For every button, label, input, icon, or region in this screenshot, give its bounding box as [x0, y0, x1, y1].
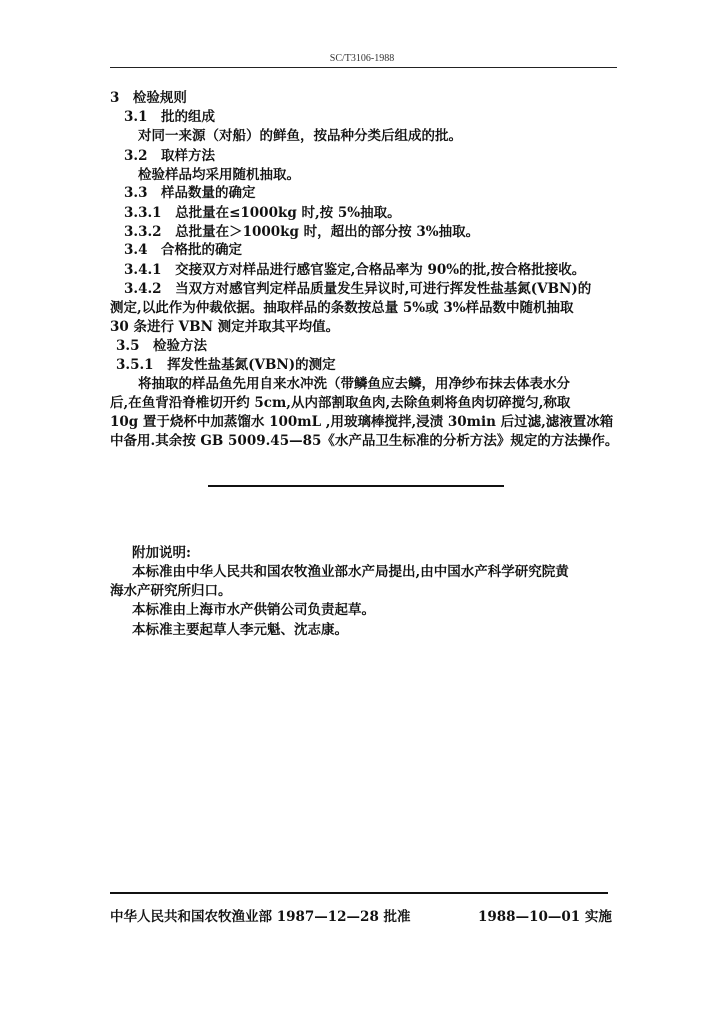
section-3-4-2-line-3: 30 条进行 VBN 测定并取其平均值。 [110, 319, 340, 335]
appendix-line-3: 本标准由上海市水产供销公司负责起草。 [132, 602, 375, 618]
appendix-title: 附加说明: [132, 545, 191, 561]
section-3-4-2-line-2: 测定,以此作为仲裁依据。抽取样品的条数按总量 5%或 3%样品数中随机抽取 [110, 300, 574, 316]
section-3-5-1-line-2: 后,在鱼背沿脊椎切开约 5cm,从内部割取鱼肉,去除鱼刺将鱼肉切碎搅匀,称取 [110, 395, 571, 411]
end-of-text-rule [208, 485, 504, 487]
section-3-1-title: 3.1 批的组成 [124, 109, 215, 125]
footer-divider [110, 892, 608, 894]
header-divider [110, 67, 617, 68]
section-3-3-title: 3.3 样品数量的确定 [124, 185, 256, 201]
section-3-3-1: 3.3.1 总批量在≤1000kg 时,按 5%抽取。 [124, 205, 401, 221]
section-3-5-title: 3.5 检验方法 [116, 338, 207, 354]
approval-statement: 中华人民共和国农牧渔业部 1987—12—28 批准 [110, 909, 411, 925]
section-3-3-2: 3.3.2 总批量在＞1000kg 时，超出的部分按 3%抽取。 [124, 224, 480, 240]
standard-code-header: SC/T3106-1988 [329, 53, 395, 64]
section-3-title: 3 检验规则 [110, 90, 187, 106]
implementation-date: 1988—10—01 实施 [478, 909, 612, 925]
section-3-4-title: 3.4 合格批的确定 [124, 242, 242, 258]
appendix-line-4: 本标准主要起草人李元魁、沈志康。 [132, 622, 348, 638]
section-3-2-title: 3.2 取样方法 [124, 148, 215, 164]
appendix-line-1: 本标准由中华人民共和国农牧渔业部水产局提出,由中国水产科学研究院黄 [132, 564, 569, 580]
appendix-line-2: 海水产研究所归口。 [110, 583, 232, 599]
section-3-4-1: 3.4.1 交接双方对样品进行感官鉴定,合格品率为 90%的批,按合格批接收。 [124, 262, 586, 278]
section-3-5-1-line-3: 10g 置于烧杯中加蒸馏水 100mL ,用玻璃棒搅拌,浸渍 30min 后过滤,滤液置冰箱 [110, 414, 614, 430]
section-3-2-text: 检验样品均采用随机抽取。 [138, 167, 300, 183]
section-3-5-1-title: 3.5.1 挥发性盐基氮(VBN)的测定 [116, 357, 336, 373]
section-3-4-2-line-1: 3.4.2 当双方对感官判定样品质量发生异议时,可进行挥发性盐基氮(VBN)的 [124, 281, 592, 297]
section-3-5-1-line-1: 将抽取的样品鱼先用自来水冲洗（带鳞鱼应去鳞，用净纱布抹去体表水分 [138, 376, 570, 392]
section-3-5-1-line-4: 中备用.其余按 GB 5009.45—85《水产品卫生标准的分析方法》规定的方法操作。 [110, 433, 619, 449]
section-3-1-text: 对同一来源（对船）的鲜鱼，按品种分类后组成的批。 [138, 128, 462, 144]
